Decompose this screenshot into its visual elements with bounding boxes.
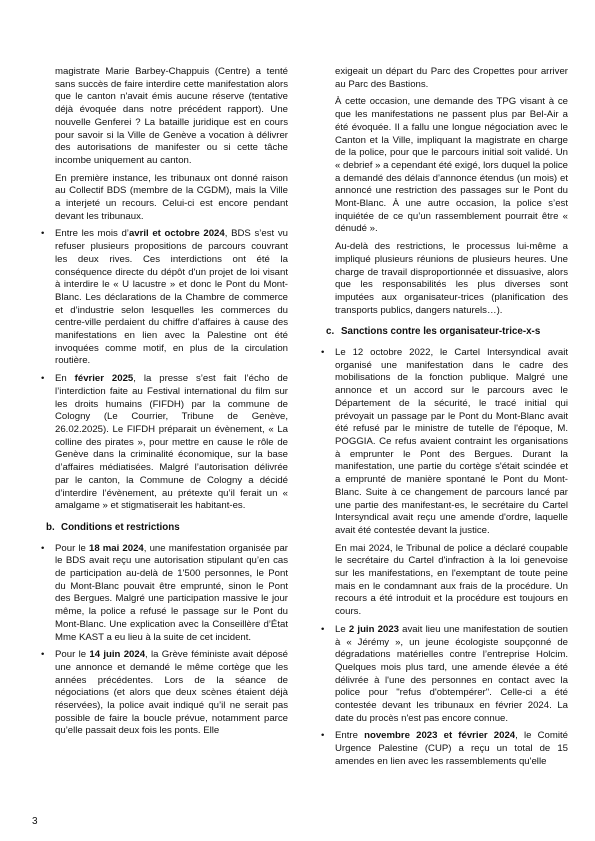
bullet-list [38, 228, 288, 512]
list-item-bold: 2 juin 2023 [348, 623, 399, 635]
list-item-bold: 14 juin 2024 [89, 649, 146, 661]
list-item [38, 228, 288, 368]
section-heading [318, 326, 568, 339]
list-item-text: Pour le [55, 649, 90, 661]
list-item-bold: avril et octobre 2024 [128, 228, 225, 240]
list-item-text: En [55, 373, 75, 385]
list-item [318, 624, 568, 726]
list-item-text: , le Comité Urgence Palestine (CUP) a reçu un total de 15 amendes en lien avec les rassemblements qu'elle [335, 730, 568, 767]
section-title: Sanctions contre les organisateur-trice-x-s [341, 326, 541, 338]
section-letter: b. [46, 521, 55, 533]
bullet-icon: • [41, 228, 45, 240]
section-letter: c. [326, 326, 335, 338]
section-heading [38, 522, 288, 535]
list-item-text: Pour le [55, 542, 89, 554]
list-item [38, 649, 288, 738]
list-item-bold: février 2025 [74, 373, 134, 385]
section-title: Conditions et restrictions [61, 521, 180, 533]
list-item-text: Le 12 octobre 2022, le Cartel Intersyndical avait organisé une manifestation dans le cadre des mobilisations de la fonction publique. Malgré une annonce et un accord sur le parcours avec le Département de la sécurité, le tracé initial qui prévoyait un passage par le Pont du Mont-Blanc avait été refusé par le ministre de tutelle de l'époque, M. POGGIA. Ce refus avaient contraint les organisations à emprunter le Pont des Bergues. Durant la manifestation, une partie du cortège s'était scindée et a emprunté de manière spontané le Pont du Mont-Blanc. Suite à ce changement de parcours lancé par une partie des manifestant-es, le secrétaire du Cartel Intersyndical avait reçu une amende d'ordre, laquelle avait été contestée devant la justice. [335, 347, 568, 536]
list-item [318, 730, 568, 768]
list-item-bold: novembre 2023 et février 2024 [364, 730, 516, 742]
list-item-text: , la presse s’est fait l’écho de l’interdiction faite au Festival international du film sur les droits humains (FIFDH) par la commune de Cologny (Le Courrier, Tribune de Genève, 26.02.2025). Le FIFDH préparait un évènement, « La colline des pirates », pour mettre en cause le rôle de Genève dans la criminalité économique, sur la base d’affaires médiatisées. Malgré l’autorisation délivrée par le canton, la Commune de Cologny a décidé d’interdire l’évènement, au prétexte qu’il ferait un « amalgame » et stigmatiserait les habitant-es. [55, 373, 289, 512]
list-item-text: Entre [335, 730, 365, 742]
list-item-text: , une manifestation organisée par le BDS avait reçu une autorisation stipulant qu’en cas de participation au-delà de 1'500 personnes, le Pont du Mont-Blanc pouvait être emprunté, sinon le Pont des Bergues. Malgré une participation massive le jour même, la police a refusé le passage sur le Pont du Mont-Blanc. Une explication avec la Conseillère d’État Mme KAST a eu lieu à la suite de cet incident. [55, 542, 288, 643]
bullet-icon: • [41, 542, 45, 554]
list-item-text: , la Grève féministe avait déposé une annonce et demandé le même cortège que les années précédentes. Lors de la séance de négociations (et alors que deux scènes étaient déjà réservées), la police avait indiqué qu’il ne serait pas possible de faire la boucle prévue, notamment parce qu’elle passait deux fois les ponts. Elle [55, 649, 288, 737]
paragraph: À cette occasion, une demande des TPG visant à ce que les manifestations ne passent plus par Bel-Air a été évoquée. Il a fallu une longue négociation avec le Canton et la Ville, impliquant la magistrate en charge de la police, pour que le parcours initial soit validé. Un « debrief » a cependant été exigé, lors duquel la police a demandé des délais d’annonce étendus (un mois) et annoncé une restriction des passages sur le Pont du Mont-Blanc. À une autre occasion, la police s’est inquiétée de ce qu’un rassemblement pourrait être « dénudé ». [335, 96, 568, 235]
page-number: 3 [32, 816, 38, 827]
bullet-list [318, 347, 568, 769]
list-item-text: Entre les mois d’ [55, 228, 129, 240]
bullet-icon: • [321, 347, 325, 359]
left-column [38, 66, 288, 743]
list-item-bold: 18 mai 2024 [88, 542, 144, 554]
list-item-paragraph: En mai 2024, le Tribunal de police a déclaré coupable le secrétaire du Cartel d'infraction à la loi genevoise sur les manifestations, en l'exemptant de toute peine mais en le condamnant aux frais de la procédure. Un recours a été introduit et la procédure est toujours en cours. [335, 542, 568, 618]
list-item-text: avait lieu une manifestation de soutien à « Jérémy », un jeune écologiste soupçonné de dégradations matérielles contre l’entreprise Holcim. Quelques mois plus tard, une amende élevée a été délivrée à l'une des personnes en contact avec la police pour "refus d'obtempérer". Celle-ci a été contestée devant les tribunaux en février 2024. La date du procès n'est pas encore connue. [335, 623, 568, 724]
list-item-text: Le [335, 623, 349, 635]
list-item [38, 373, 288, 513]
list-item [318, 347, 568, 619]
continued-paragraph: exigeait un départ du Parc des Cropettes pour arriver au Parc des Bastions. [335, 66, 568, 90]
right-column [318, 66, 568, 774]
list-item-text: , BDS s’est vu refuser plusieurs propositions de parcours couvrant les deux rives. Ces interdictions ont été la conséquence directe du dépôt d'un projet de loi visant à interdire le « U lacustre » et donc le Pont du Mont-Blanc. Les déclarations de la Chambre de commerce et d’industrie selon lesquelles les commerces du centre-ville perdaient du chiffre d’affaires à cause des manifestations en lien avec la Palestine ont été invoquées comme motif, en plus de la circulation routière. [55, 228, 288, 367]
bullet-icon: • [321, 623, 325, 635]
bullet-icon: • [321, 730, 325, 742]
bullet-icon: • [41, 649, 45, 661]
continued-paragraph: magistrate Marie Barbey-Chappuis (Centre) a tenté sans succès de faire interdire cette manifestation alors que le canton n'avait émis aucune réserve (tentative déjà évoquée dans notre précédent rapport). Une nouvelle Genferei ? La bataille juridique est en cours pour savoir si la Ville de Genève a vocation à délivrer des autorisations de manifester ou si cette tâche incombe uniquement au canton. [55, 66, 288, 166]
paragraph: Au-delà des restrictions, le processus lui-même a impliqué plusieurs réunions de plusieurs heures. Une charge de travail disproportionnée et dissuasive, alors que les responsabilités les plus diverses sont imputées aux organisateur-trices (planification des transports publics, dangers naturels…). [335, 241, 568, 316]
bullet-list [38, 543, 288, 739]
list-item [38, 543, 288, 645]
bullet-icon: • [41, 373, 45, 385]
paragraph: En première instance, les tribunaux ont donné raison au Collectif BDS (membre de la CGDM), mais la Ville a interjeté un recours. Celui-ci est encore pendant devant les tribunaux. [55, 172, 288, 222]
